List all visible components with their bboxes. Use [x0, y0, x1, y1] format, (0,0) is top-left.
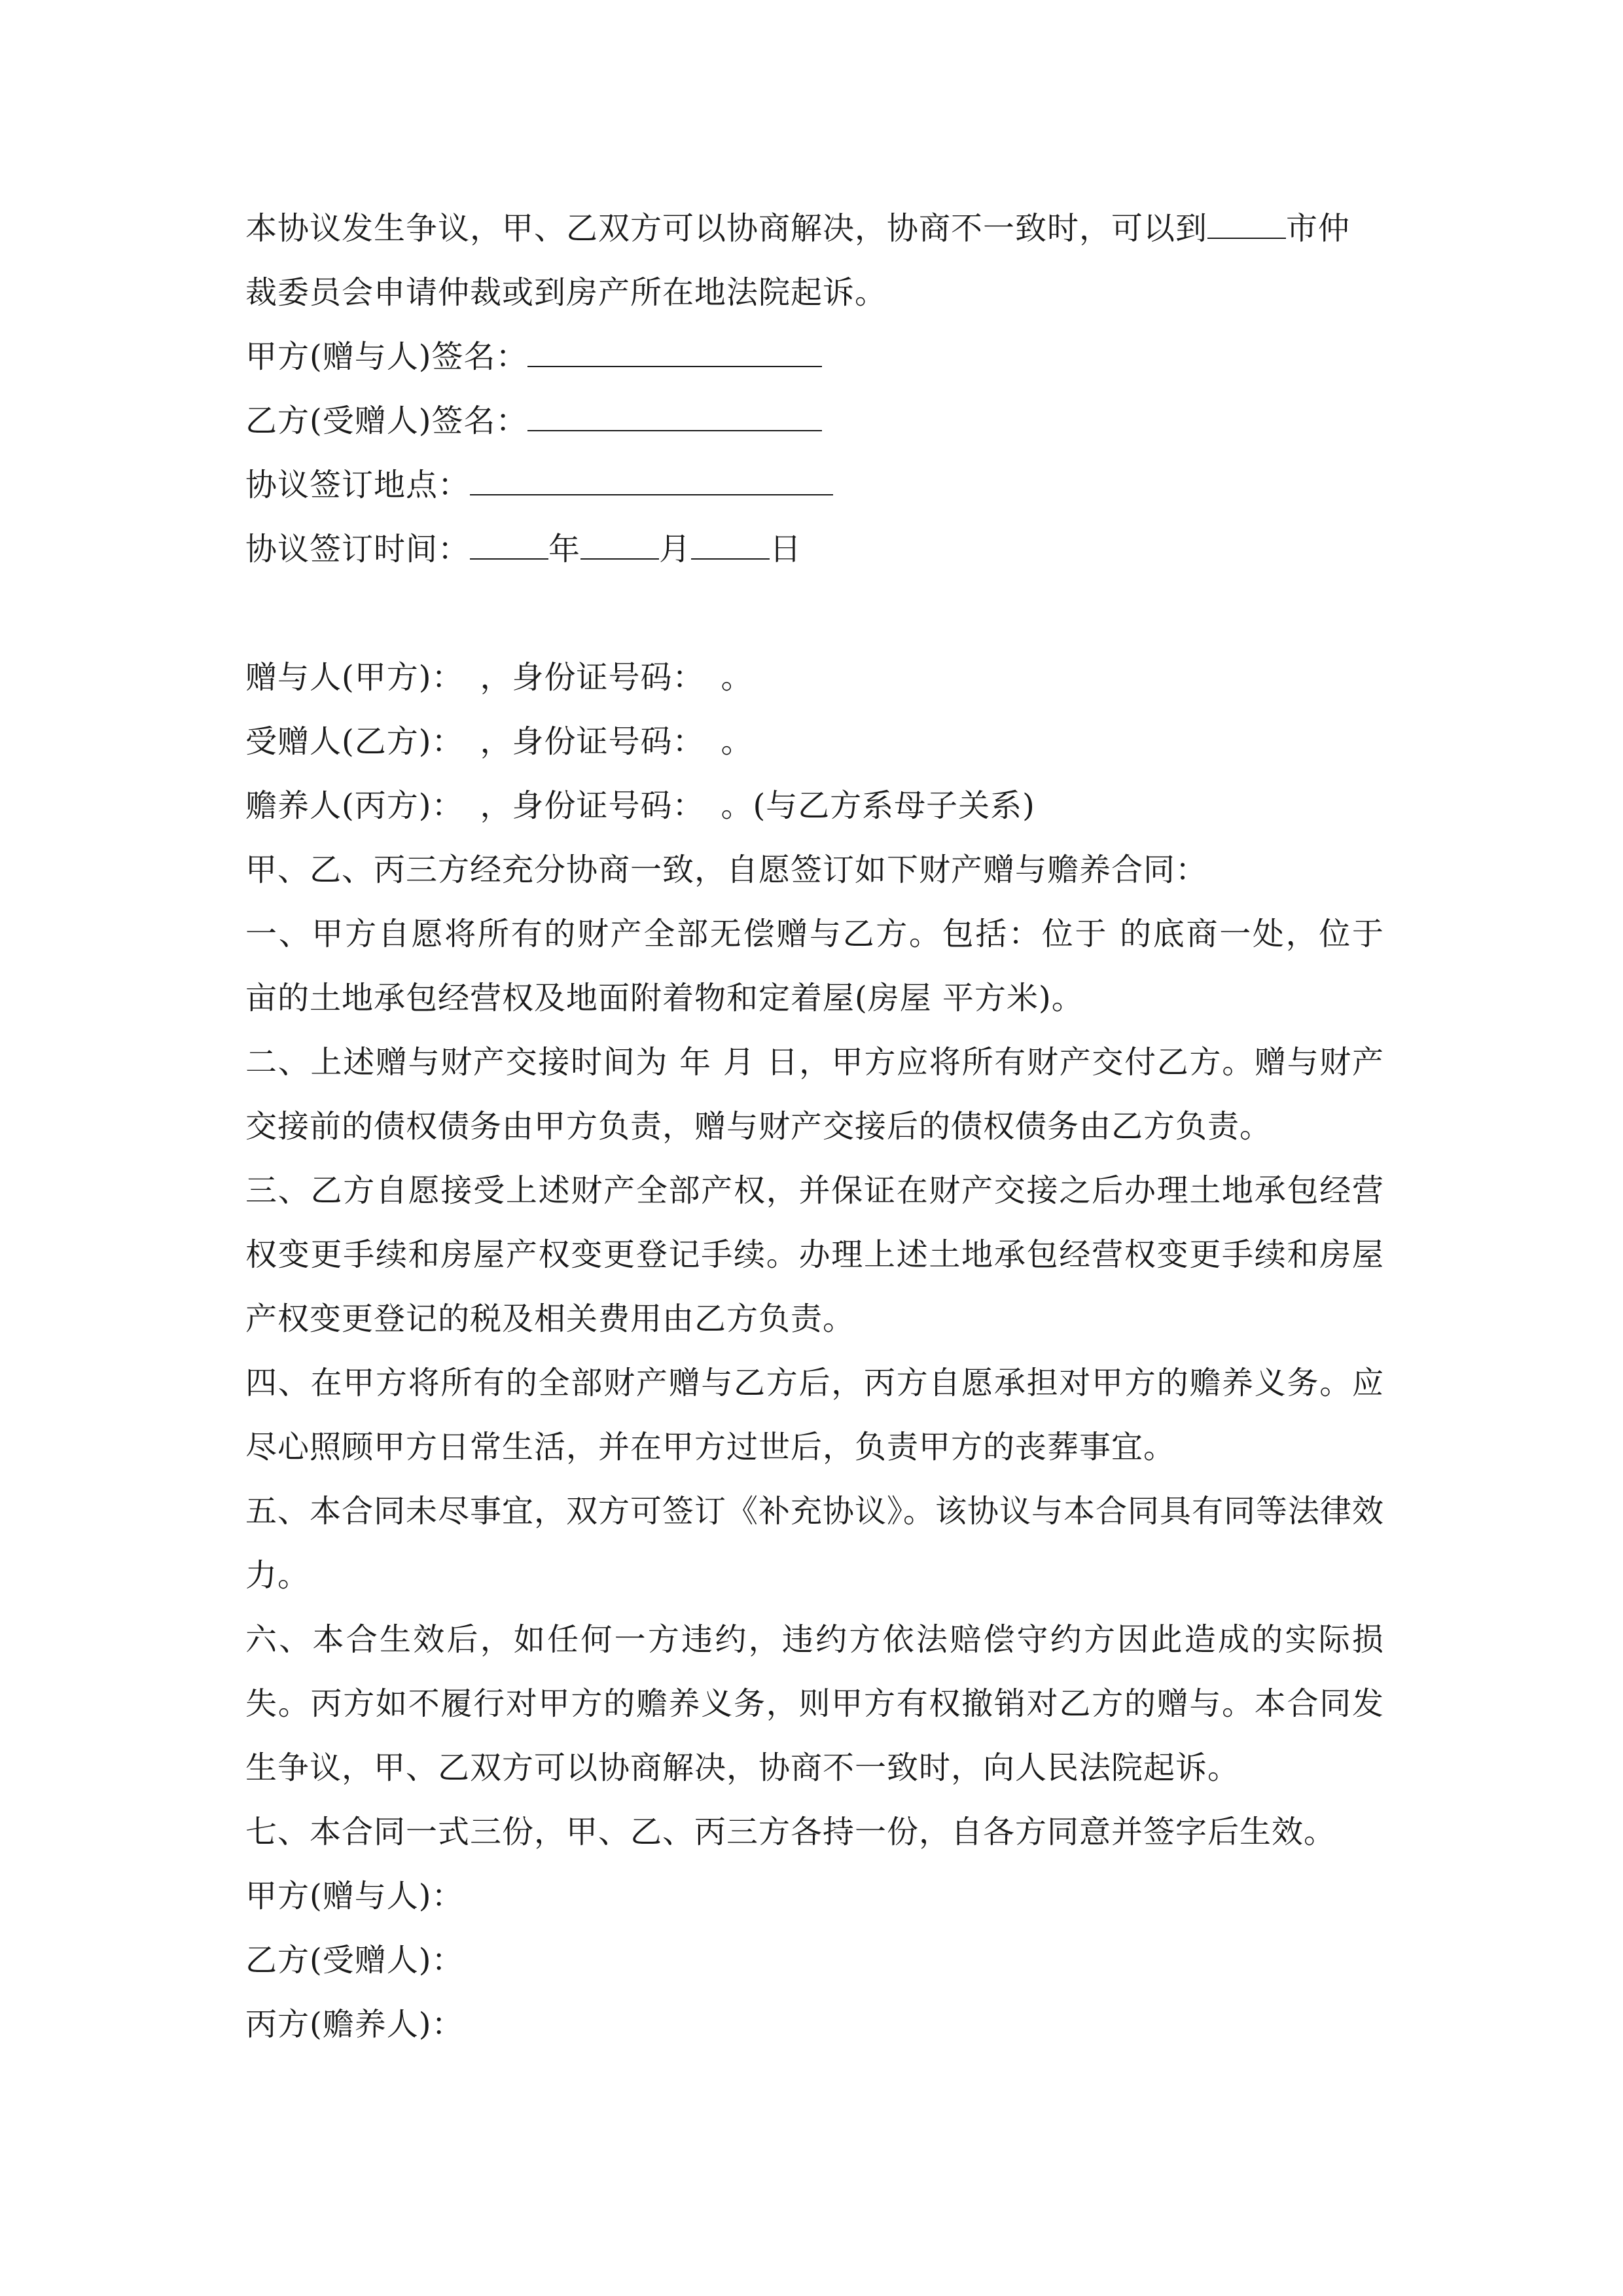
signing-time-line — [245, 517, 1384, 581]
contract-intro: 甲、乙、丙三方经充分协商一致，自愿签订如下财产赠与赡养合同： — [245, 852, 1208, 888]
arbitration-line-2: 裁委员会申请仲裁或到房产所在地法院起诉。 — [245, 274, 887, 311]
donee-line: 受赠人(乙方)： ，身份证号码： 。 — [245, 723, 753, 760]
donor-line: 赠与人(甲方)： ，身份证号码： 。 — [245, 659, 753, 696]
month-blank — [580, 522, 659, 560]
party-a-signature-line — [245, 325, 1384, 389]
party-a-signature-label: 甲方(赠与人)签名： — [245, 338, 528, 375]
day-blank — [691, 522, 770, 560]
document-body — [245, 196, 1384, 2056]
section-spacer — [245, 581, 1384, 645]
signing-place-blank — [470, 457, 833, 495]
clause-3: 三、乙方自愿接受上述财产全部产权，并保证在财产交接之后办理土地承包经营权变更手续和房屋产权变更登记手续。办理上述土地承包经营权变更手续和房屋产权变更登记的税及相关费用由乙方负责。 — [245, 1172, 1384, 1337]
party-a-sign-line: 甲方(赠与人)： — [245, 1878, 464, 1914]
clause-1: 一、甲方自愿将所有的财产全部无偿赠与乙方。包括：位于 的底商一处，位于 亩的土地承包经营权及地面附着物和定着屋(房屋 平方米)。 — [245, 916, 1384, 1016]
clause-5: 五、本合同未尽事宜，双方可签订《补充协议》。该协议与本合同具有同等法律效力。 — [245, 1493, 1385, 1594]
party-c-sign-line: 丙方(赡养人)： — [245, 2006, 464, 2043]
year-blank — [470, 522, 548, 560]
party-b-signature-blank — [527, 393, 822, 431]
city-blank — [1207, 201, 1286, 239]
arbitration-line-1 — [245, 196, 1384, 260]
clause-7: 七、本合同一式三份，甲、乙、丙三方各持一份，自各方同意并签字后生效。 — [245, 1814, 1336, 1850]
signing-place-label: 协议签订地点： — [245, 467, 471, 503]
signing-time-label: 协议签订时间： — [245, 531, 471, 567]
clause-4: 四、在甲方将所有的全部财产赠与乙方后，丙方自愿承担对甲方的赡养义务。应尽心照顾甲方日常生活，并在甲方过世后，负责甲方的丧葬事宜。 — [245, 1365, 1384, 1465]
arbitration-text-post: 市仲 — [1286, 210, 1351, 247]
signing-place-line — [245, 453, 1384, 517]
arbitration-text-pre: 本协议发生争议，甲、乙双方可以协商解决，协商不一致时，可以到 — [245, 210, 1208, 247]
party-a-signature-blank — [527, 329, 822, 367]
clause-2: 二、上述赠与财产交接时间为 年 月 日，甲方应将所有财产交付乙方。赠与财产交接前的债权债务由甲方负责，赠与财产交接后的债权债务由乙方负责。 — [245, 1044, 1384, 1145]
day-label: 日 — [770, 531, 802, 567]
party-b-signature-line — [245, 389, 1384, 453]
clause-6: 六、本合生效后，如任何一方违约，违约方依法赔偿守约方因此造成的实际损失。丙方如不履行对甲方的赡养义务，则甲方有权撤销对乙方的赠与。本合同发生争议，甲、乙双方可以协商解决，协商不一致时，向人民法院起诉。 — [245, 1621, 1384, 1786]
month-label: 月 — [659, 531, 692, 567]
party-b-sign-line: 乙方(受赠人)： — [245, 1942, 464, 1979]
supporter-line: 赡养人(丙方)： ，身份证号码： 。(与乙方系母子关系) — [245, 787, 1035, 824]
party-b-signature-label: 乙方(受赠人)签名： — [245, 403, 528, 439]
year-label: 年 — [548, 531, 581, 567]
